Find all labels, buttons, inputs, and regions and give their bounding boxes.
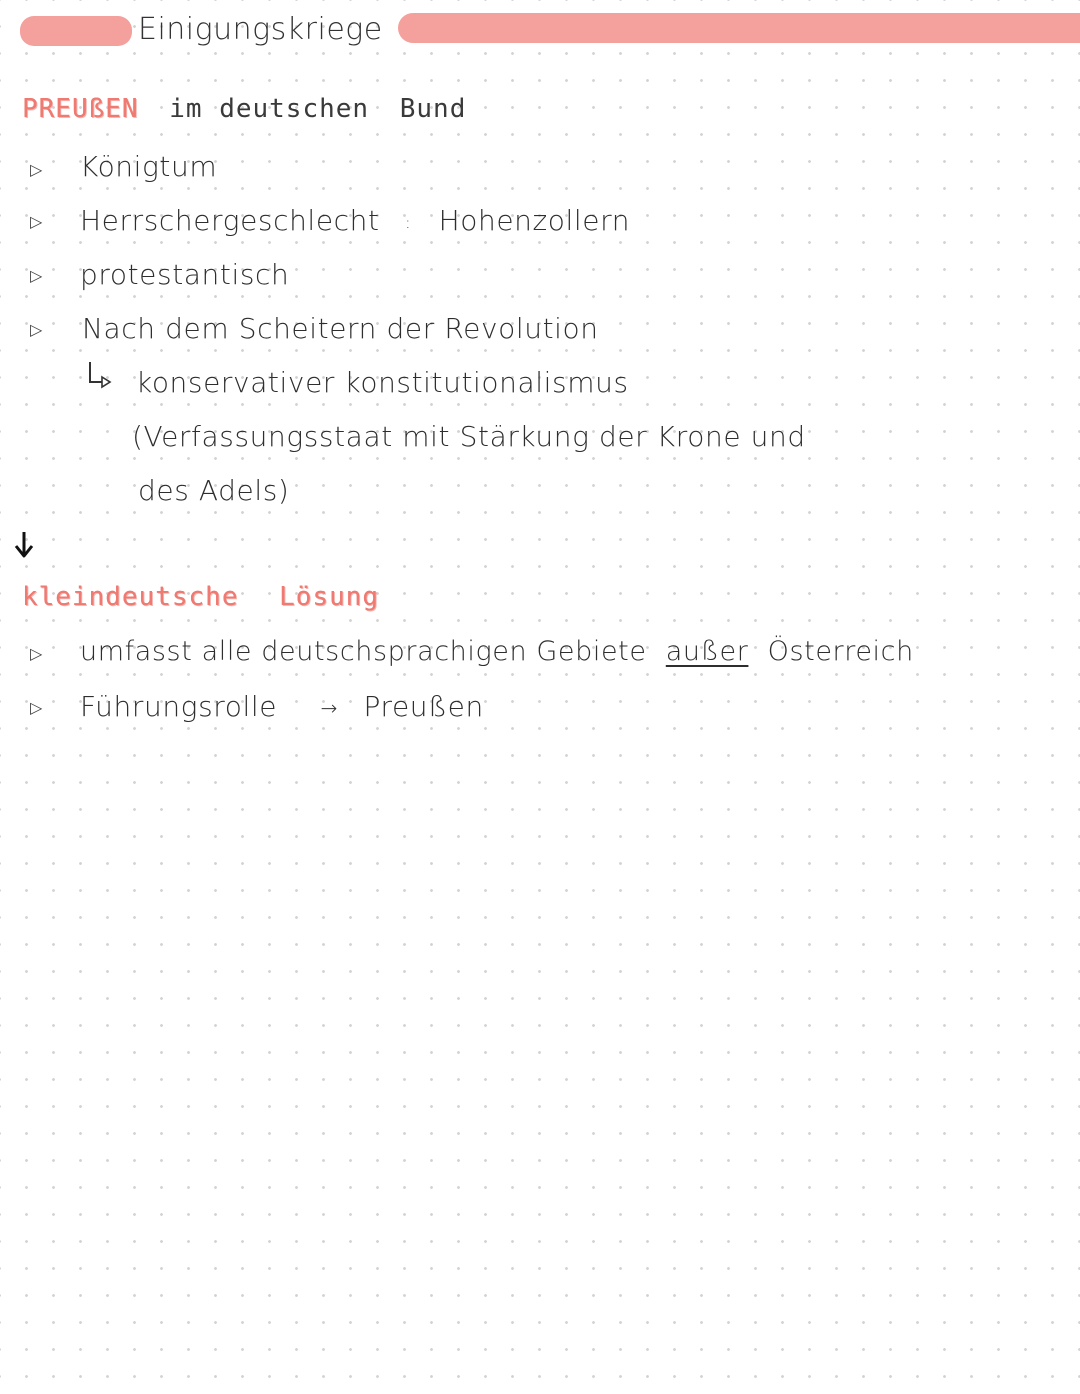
right-arrow-icon: → <box>320 696 338 720</box>
triangle-right-icon: ▷ <box>30 266 43 285</box>
page-title: Einigungskriege <box>138 12 383 47</box>
bullet-herrschergeschlecht-value: Hohenzollern <box>438 204 631 237</box>
bullet-fuehrungsrolle-value: Preußen <box>363 690 484 723</box>
heading-im-deutschen: im deutschen <box>169 94 370 124</box>
bullet-fuehrungsrolle-label: Führungsrolle <box>80 690 278 723</box>
bullet-koenigtum: Königtum <box>80 150 218 183</box>
section-heading-kleindeutsche-loesung <box>22 582 379 612</box>
title-highlight-left <box>20 16 132 46</box>
heading-bund: Bund <box>399 94 467 124</box>
triangle-right-icon: ▷ <box>30 698 43 717</box>
triangle-right-icon: ▷ <box>30 160 43 179</box>
bullet-umfasst-ausser: außer <box>665 636 749 667</box>
triangle-right-icon: ▷ <box>30 212 43 231</box>
bullet-fuehrungsrolle <box>80 690 484 723</box>
bullet-herrschergeschlecht-label: Herrschergeschlecht <box>80 204 380 237</box>
bullet-umfasst-text: umfasst alle deutschsprachigen Gebiete <box>80 636 647 667</box>
sub-konservativer-konstitutionalismus: konservativer konstitutionalismus <box>136 366 629 399</box>
triangle-right-icon: ▷ <box>30 320 43 339</box>
heading-preussen-word: PREUßEN <box>22 94 139 124</box>
title-highlight-right <box>398 13 1080 43</box>
bullet-nach-dem-scheitern: Nach dem Scheitern der Revolution <box>82 312 599 345</box>
bullet-herrschergeschlecht <box>80 204 630 237</box>
heading-loesung: Lösung <box>279 582 380 612</box>
heading-kleindeutsche: kleindeutsche <box>22 582 239 612</box>
return-arrow-icon <box>86 360 126 392</box>
sub-paren-line2: des Adels) <box>138 474 290 507</box>
triangle-right-icon: ▷ <box>30 644 43 663</box>
bullet-umfasst <box>80 636 914 667</box>
sub-paren-line1: (Verfassungsstaat mit Stärkung der Krone und <box>132 420 806 453</box>
section-heading-preussen <box>22 94 466 124</box>
down-arrow-icon <box>12 530 36 560</box>
bullet-protestantisch: protestantisch <box>80 258 290 291</box>
colon-separator: : <box>405 212 412 232</box>
bullet-umfasst-oesterreich: Österreich <box>767 636 914 667</box>
